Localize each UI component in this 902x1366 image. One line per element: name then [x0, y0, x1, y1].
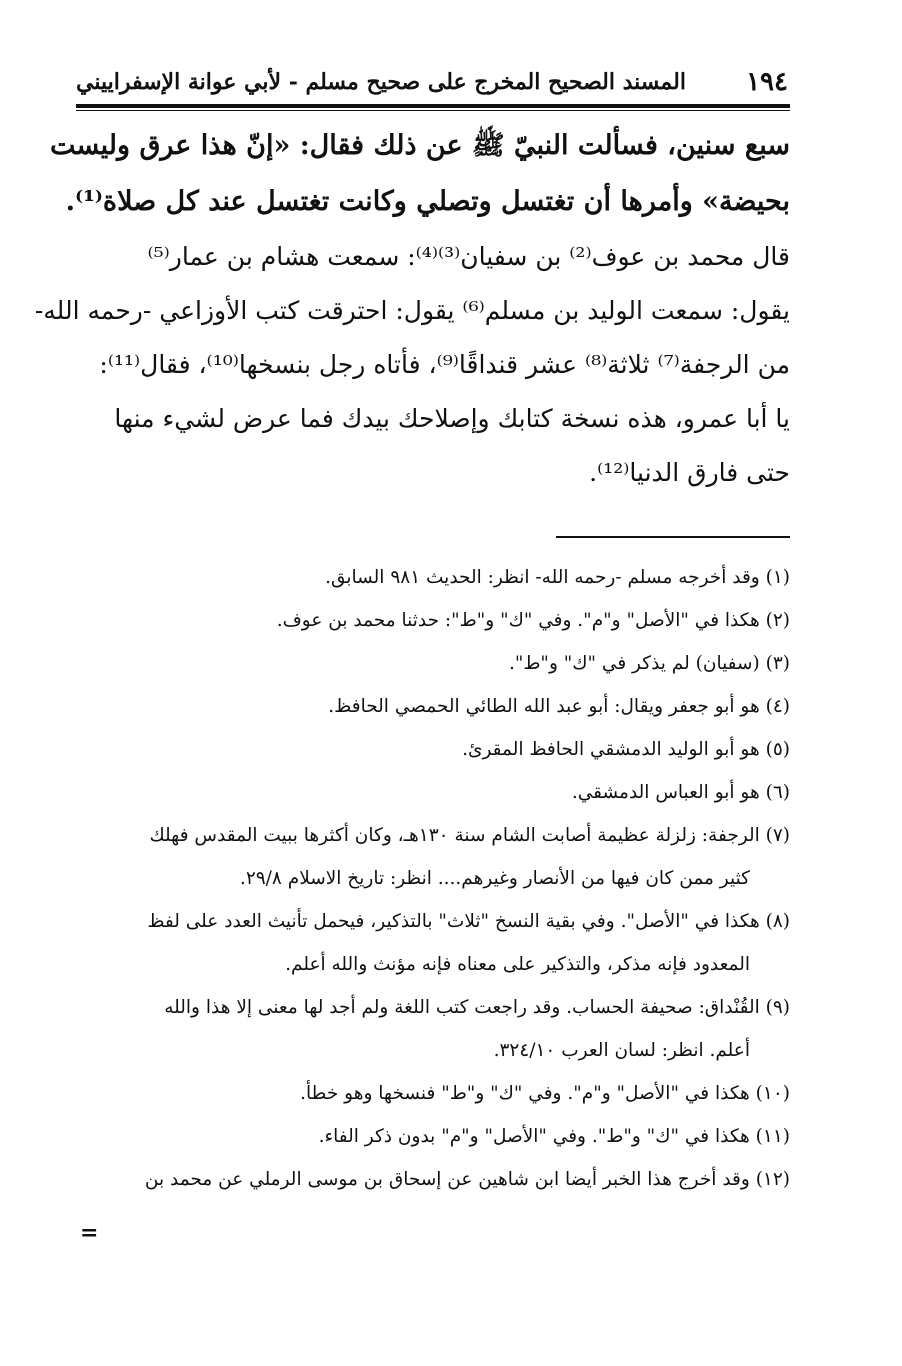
body-line: من الرجفة⁽⁷⁾ ثلاثة⁽⁸⁾ عشر قنداقًا⁽⁹⁾، فأتاه رجل بنسخها⁽¹⁰⁾، فقال⁽¹¹⁾:: [99, 350, 790, 379]
footnote: (٣) (سفيان) لم يذكر في "ك" و"ط".: [508, 653, 790, 674]
footnote: (٨) هكذا في "الأصل". وفي بقية النسخ "ثلاث" بالتذكير، فيحمل تأنيث العدد على لفظ: [147, 911, 790, 932]
footnote-continuation: كثير ممن كان فيها من الأنصار وغيرهم.... انظر: تاريخ الاسلام ٢٩/٨.: [239, 868, 750, 889]
footnotes: [76, 556, 790, 1201]
footnote-separator: [556, 536, 790, 538]
footnote: (٤) هو أبو جعفر ويقال: أبو عبد الله الطائي الحمصي الحافظ.: [328, 696, 790, 717]
body-line: يا أبا عمرو، هذه نسخة كتابك وإصلاحك بيدك فما عرض لشيء منها: [114, 404, 790, 433]
footnote: (٧) الرجفة: زلزلة عظيمة أصابت الشام سنة ١٣٠هـ، وكان أكثرها ببيت المقدس فهلك: [149, 825, 790, 846]
body-line: قال محمد بن عوف⁽²⁾ بن سفيان⁽³⁾⁽⁴⁾: سمعت هشام بن عمار⁽⁵⁾: [147, 242, 790, 271]
continuation-mark: =: [80, 1220, 99, 1246]
footnote: (٥) هو أبو الوليد الدمشقي الحافظ المقرئ.: [462, 739, 790, 760]
main-text: [34, 118, 790, 500]
page-header: [76, 60, 788, 104]
footnote: (١٢) وقد أخرج هذا الخبر أيضا ابن شاهين عن إسحاق بن موسى الرملي عن محمد بن: [144, 1169, 790, 1190]
body-line: يقول: سمعت الوليد بن مسلم⁽⁶⁾ يقول: احترقت كتب الأوزاعي -رحمه الله-: [34, 296, 790, 325]
header-rule-thin: [76, 110, 790, 111]
body-line: بحيضة» وأمرها أن تغتسل وتصلي وكانت تغتسل عند كل صلاة⁽¹⁾.: [65, 186, 790, 217]
footnote: (١) وقد أخرجه مسلم -رحمه الله- انظر: الحديث ٩٨١ السابق.: [325, 567, 790, 588]
page-number: ١٩٤: [746, 67, 788, 97]
body-line: سبع سنين، فسألت النبيّ ﷺ عن ذلك فقال: «إنّ هذا عرق وليست: [50, 130, 790, 161]
footnote: (٩) القُنْداق: صحيفة الحساب. وقد راجعت كتب اللغة ولم أجد لها معنى إلا هذا والله: [164, 997, 790, 1018]
running-title: المسند الصحيح المخرج على صحيح مسلم - لأبي عوانة الإسفراييني: [76, 69, 686, 95]
footnote: (١١) هكذا في "ك" و"ط". وفي "الأصل" و"م" بدون ذكر الفاء.: [318, 1126, 790, 1147]
footnote: (١٠) هكذا في "الأصل" و"م". وفي "ك" و"ط" فنسخها وهو خطأ.: [300, 1083, 790, 1104]
header-rule: [76, 104, 790, 108]
footnote: (٢) هكذا في "الأصل" و"م". وفي "ك" و"ط": حدثنا محمد بن عوف.: [276, 610, 790, 631]
body-line: حتى فارق الدنيا⁽¹²⁾.: [589, 458, 790, 487]
footnote-continuation: المعدود فإنه مذكر، والتذكير على معناه فإنه مؤنث والله أعلم.: [285, 954, 750, 975]
footnote: (٦) هو أبو العباس الدمشقي.: [571, 782, 790, 803]
footnote-continuation: أعلم. انظر: لسان العرب ٣٢٤/١٠.: [493, 1040, 750, 1061]
